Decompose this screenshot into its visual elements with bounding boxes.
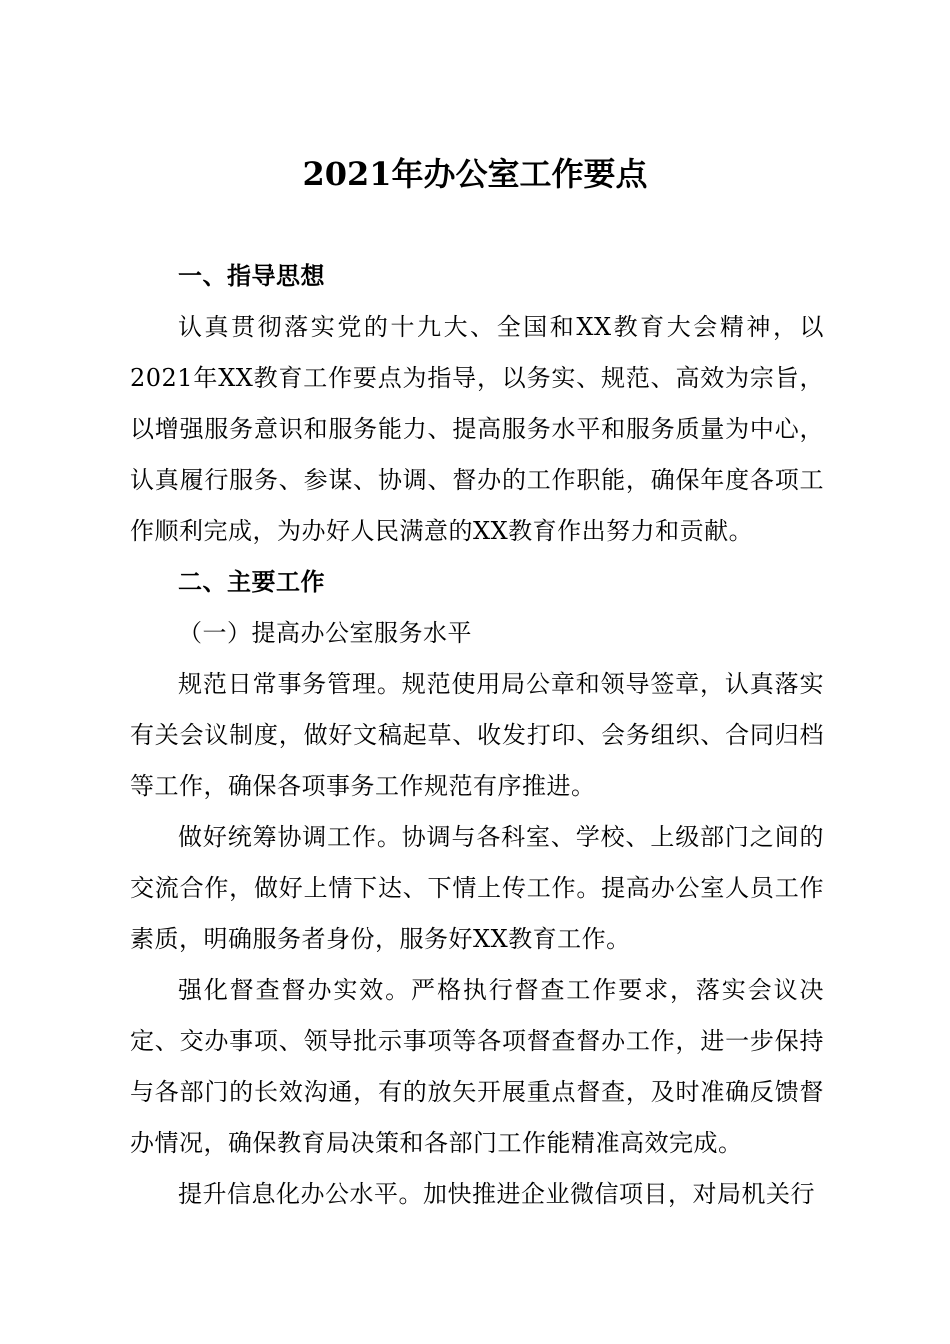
- document-body: [130, 251, 824, 1220]
- paragraph-informatization: 提升信息化办公水平。加快推进企业微信项目，对局机关行: [178, 1180, 815, 1208]
- paragraph-daily-affairs: 规范日常事务管理。规范使用局公章和领导签章，认真落实有关会议制度，做好文稿起草、收发打印、会务组织、合同归档等工作，确保各项事务工作规范有序推进。: [130, 670, 824, 800]
- section-heading-guiding-ideology: 一、指导思想: [178, 262, 325, 290]
- document-title: 2021年办公室工作要点: [302, 155, 648, 193]
- paragraph-supervision: 强化督查督办实效。严格执行督查工作要求，落实会议决定、交办事项、领导批示事项等各项督查督办工作，进一步保持与各部门的长效沟通，有的放矢开展重点督查，及时准确反馈督办情况，确保教育局决策和各部门工作能精准高效完成。: [130, 976, 824, 1157]
- subsection-heading-service-level: （一）提高办公室服务水平: [178, 619, 472, 647]
- paragraph-coordination: 做好统筹协调工作。协调与各科室、学校、上级部门之间的交流合作，做好上情下达、下情上传工作。提高办公室人员工作素质，明确服务者身份，服务好XX教育工作。: [130, 823, 824, 953]
- paragraph-guiding-ideology: 认真贯彻落实党的十九大、全国和XX教育大会精神，以2021年XX教育工作要点为指导，以务实、规范、高效为宗旨，以增强服务意识和服务能力、提高服务水平和服务质量为中心，认真履行服务、参谋、协调、督办的工作职能，确保年度各项工作顺利完成，为办好人民满意的XX教育作出努力和贡献。: [130, 313, 824, 545]
- section-heading-main-work: 二、主要工作: [178, 568, 325, 596]
